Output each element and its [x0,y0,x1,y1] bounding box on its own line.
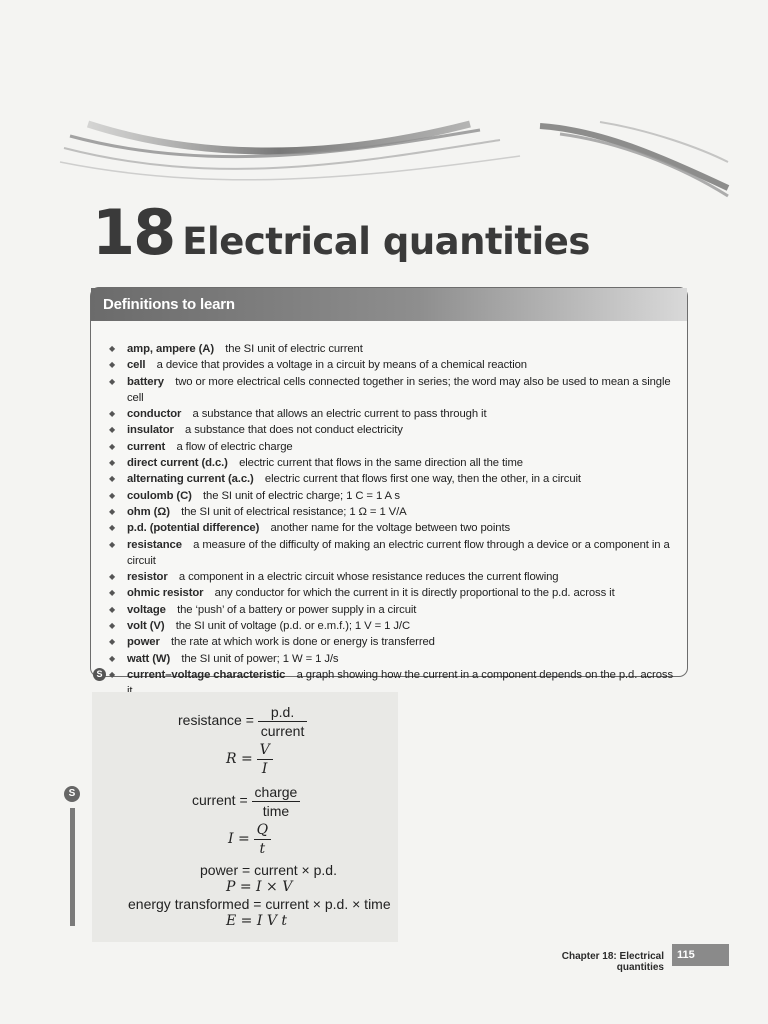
definition-term: alternating current (a.c.) [127,473,254,486]
bullet-icon: ◆ [109,669,116,679]
numerator: V [257,742,273,760]
formula-current-symbolic [228,822,271,857]
definition-term: watt (W) [127,652,171,665]
header-wave-graphic [0,100,768,200]
bullet-icon: ◆ [109,360,116,370]
definitions-list [91,321,687,700]
definitions-heading: Definitions to learn [91,288,687,321]
definition-item [91,651,687,667]
bullet-icon: ◆ [109,637,116,647]
definition-item [91,471,687,487]
definition-item [91,569,687,585]
fraction [252,784,301,819]
bullet-icon: ◆ [109,506,116,516]
bullet-icon: ◆ [109,588,116,598]
definition-text: the SI unit of electric charge; 1 C = 1 A s [203,489,400,502]
supplement-marker: S [64,786,80,802]
definition-item [91,618,687,634]
bullet-icon: ◆ [109,539,116,549]
denominator: I [261,761,268,777]
definition-term: current [127,440,166,453]
definition-item [91,357,687,373]
bullet-icon: ◆ [109,344,116,353]
bullet-icon: ◆ [109,458,116,468]
definition-text: the SI unit of electric current [225,343,363,355]
formula-lhs: resistance = [178,712,254,729]
definition-text: any conductor for which the current in it is directly proportional to the p.d. across it [214,587,615,600]
formula-power-words: power = current × p.d. [200,862,337,878]
definition-text: the ‘push’ of a battery or power supply in a circuit [177,603,417,616]
definition-term: power [127,636,160,649]
definition-term: direct current (d.c.) [127,457,228,470]
bullet-icon: ◆ [109,409,116,419]
formula-power-symbolic: P = I × V [226,879,293,895]
definition-item [91,341,687,357]
definition-text: a component in a electric circuit whose resistance reduces the current flowing [178,571,559,584]
definition-text: the SI unit of voltage (p.d. or e.m.f.); 1 V = 1 J/C [175,620,411,633]
definition-text: a flow of electric charge [176,440,293,453]
footer-chapter-label: Chapter 18: Electrical quantities [561,951,664,973]
formula-lhs: current = [192,792,248,809]
definition-text: a substance that allows an electric current to pass through it [192,408,487,421]
page-number: 115 [672,944,729,966]
definition-term: resistance [127,538,182,551]
definition-item [91,488,687,504]
fraction [254,822,271,857]
definition-term: coulomb (C) [127,489,192,502]
formula-resistance [178,704,307,739]
definition-item [91,520,687,536]
definition-item [91,602,687,618]
definition-term: conductor [127,408,182,421]
denominator: time [262,803,290,819]
bullet-icon: ◆ [109,572,116,582]
definition-term: ohmic resistor [127,587,204,600]
formula-lhs: R = [226,751,253,768]
definition-text: another name for the voltage between two points [270,522,511,535]
formula-current [192,784,300,819]
bullet-icon: ◆ [109,490,116,500]
bullet-icon: ◆ [109,523,116,533]
definition-text: the SI unit of electrical resistance; 1 Ω = 1 V/A [181,505,407,518]
bullet-icon: ◆ [109,604,116,614]
definition-item [91,374,687,407]
definition-term: resistor [127,571,168,584]
chapter-heading [92,196,590,269]
bullet-icon: ◆ [109,474,116,484]
chapter-title: Electrical quantities [182,220,590,263]
supplement-bar [70,808,75,926]
definition-text: the SI unit of power; 1 W = 1 J/s [181,652,339,665]
definition-text: electric current that flows first one way, then the other, in a circuit [264,473,581,486]
definition-text: a substance that does not conduct electricity [185,424,403,437]
definition-term: voltage [127,603,166,616]
definition-term: ohm (Ω) [127,505,170,518]
supplement-sidebar [64,786,82,928]
formula-energy-words: energy transformed = current × p.d. × time [128,896,391,912]
definition-text: the rate at which work is done or energy is transferred [170,636,435,649]
definition-term: p.d. (potential difference) [127,522,260,535]
definition-term: volt (V) [127,620,165,633]
definition-text: a measure of the difficulty of making an electric current flow through a device or a component in a circuit [127,538,670,567]
bullet-icon: ◆ [109,621,116,631]
definitions-box [90,287,688,681]
definition-term: battery [127,375,164,388]
definition-item [91,504,687,520]
denominator: current [260,723,305,739]
bullet-icon: ◆ [109,653,116,663]
formula-lhs: I = [228,831,250,848]
definition-item [91,439,687,455]
definition-term: amp, ampere (A) [127,343,215,355]
numerator: charge [252,784,301,802]
numerator: p.d. [258,704,308,722]
definition-text: electric current that flows in the same direction all the time [239,457,523,470]
fraction [258,704,308,739]
definition-item [91,455,687,471]
definition-term: insulator [127,424,174,437]
chapter-number: 18 [92,196,175,269]
definition-text: a graph showing how the current in a component depends on the p.d. across [296,668,673,681]
definition-text: a device that provides a voltage in a circuit by means of a chemical reaction [156,359,527,372]
formula-energy-symbolic: E = I V t [226,913,288,929]
denominator: t [259,841,266,857]
definition-item [91,422,687,438]
bullet-icon: ◆ [109,425,116,435]
supplement-marker: S [93,668,106,681]
numerator: Q [254,822,271,840]
fraction [257,742,273,777]
definition-item [91,406,687,422]
definition-term: cell [127,359,146,372]
definition-item [91,585,687,601]
formula-resistance-symbolic [226,742,273,777]
definition-term: current–voltage characteristic [127,668,286,681]
definition-item [91,634,687,650]
definition-text: two or more electrical cells connected together in series; the word may also be used to mean a single cell [127,375,671,404]
formula-box [92,692,398,942]
bullet-icon: ◆ [109,376,116,386]
bullet-icon: ◆ [109,441,116,451]
definition-item [91,537,687,570]
